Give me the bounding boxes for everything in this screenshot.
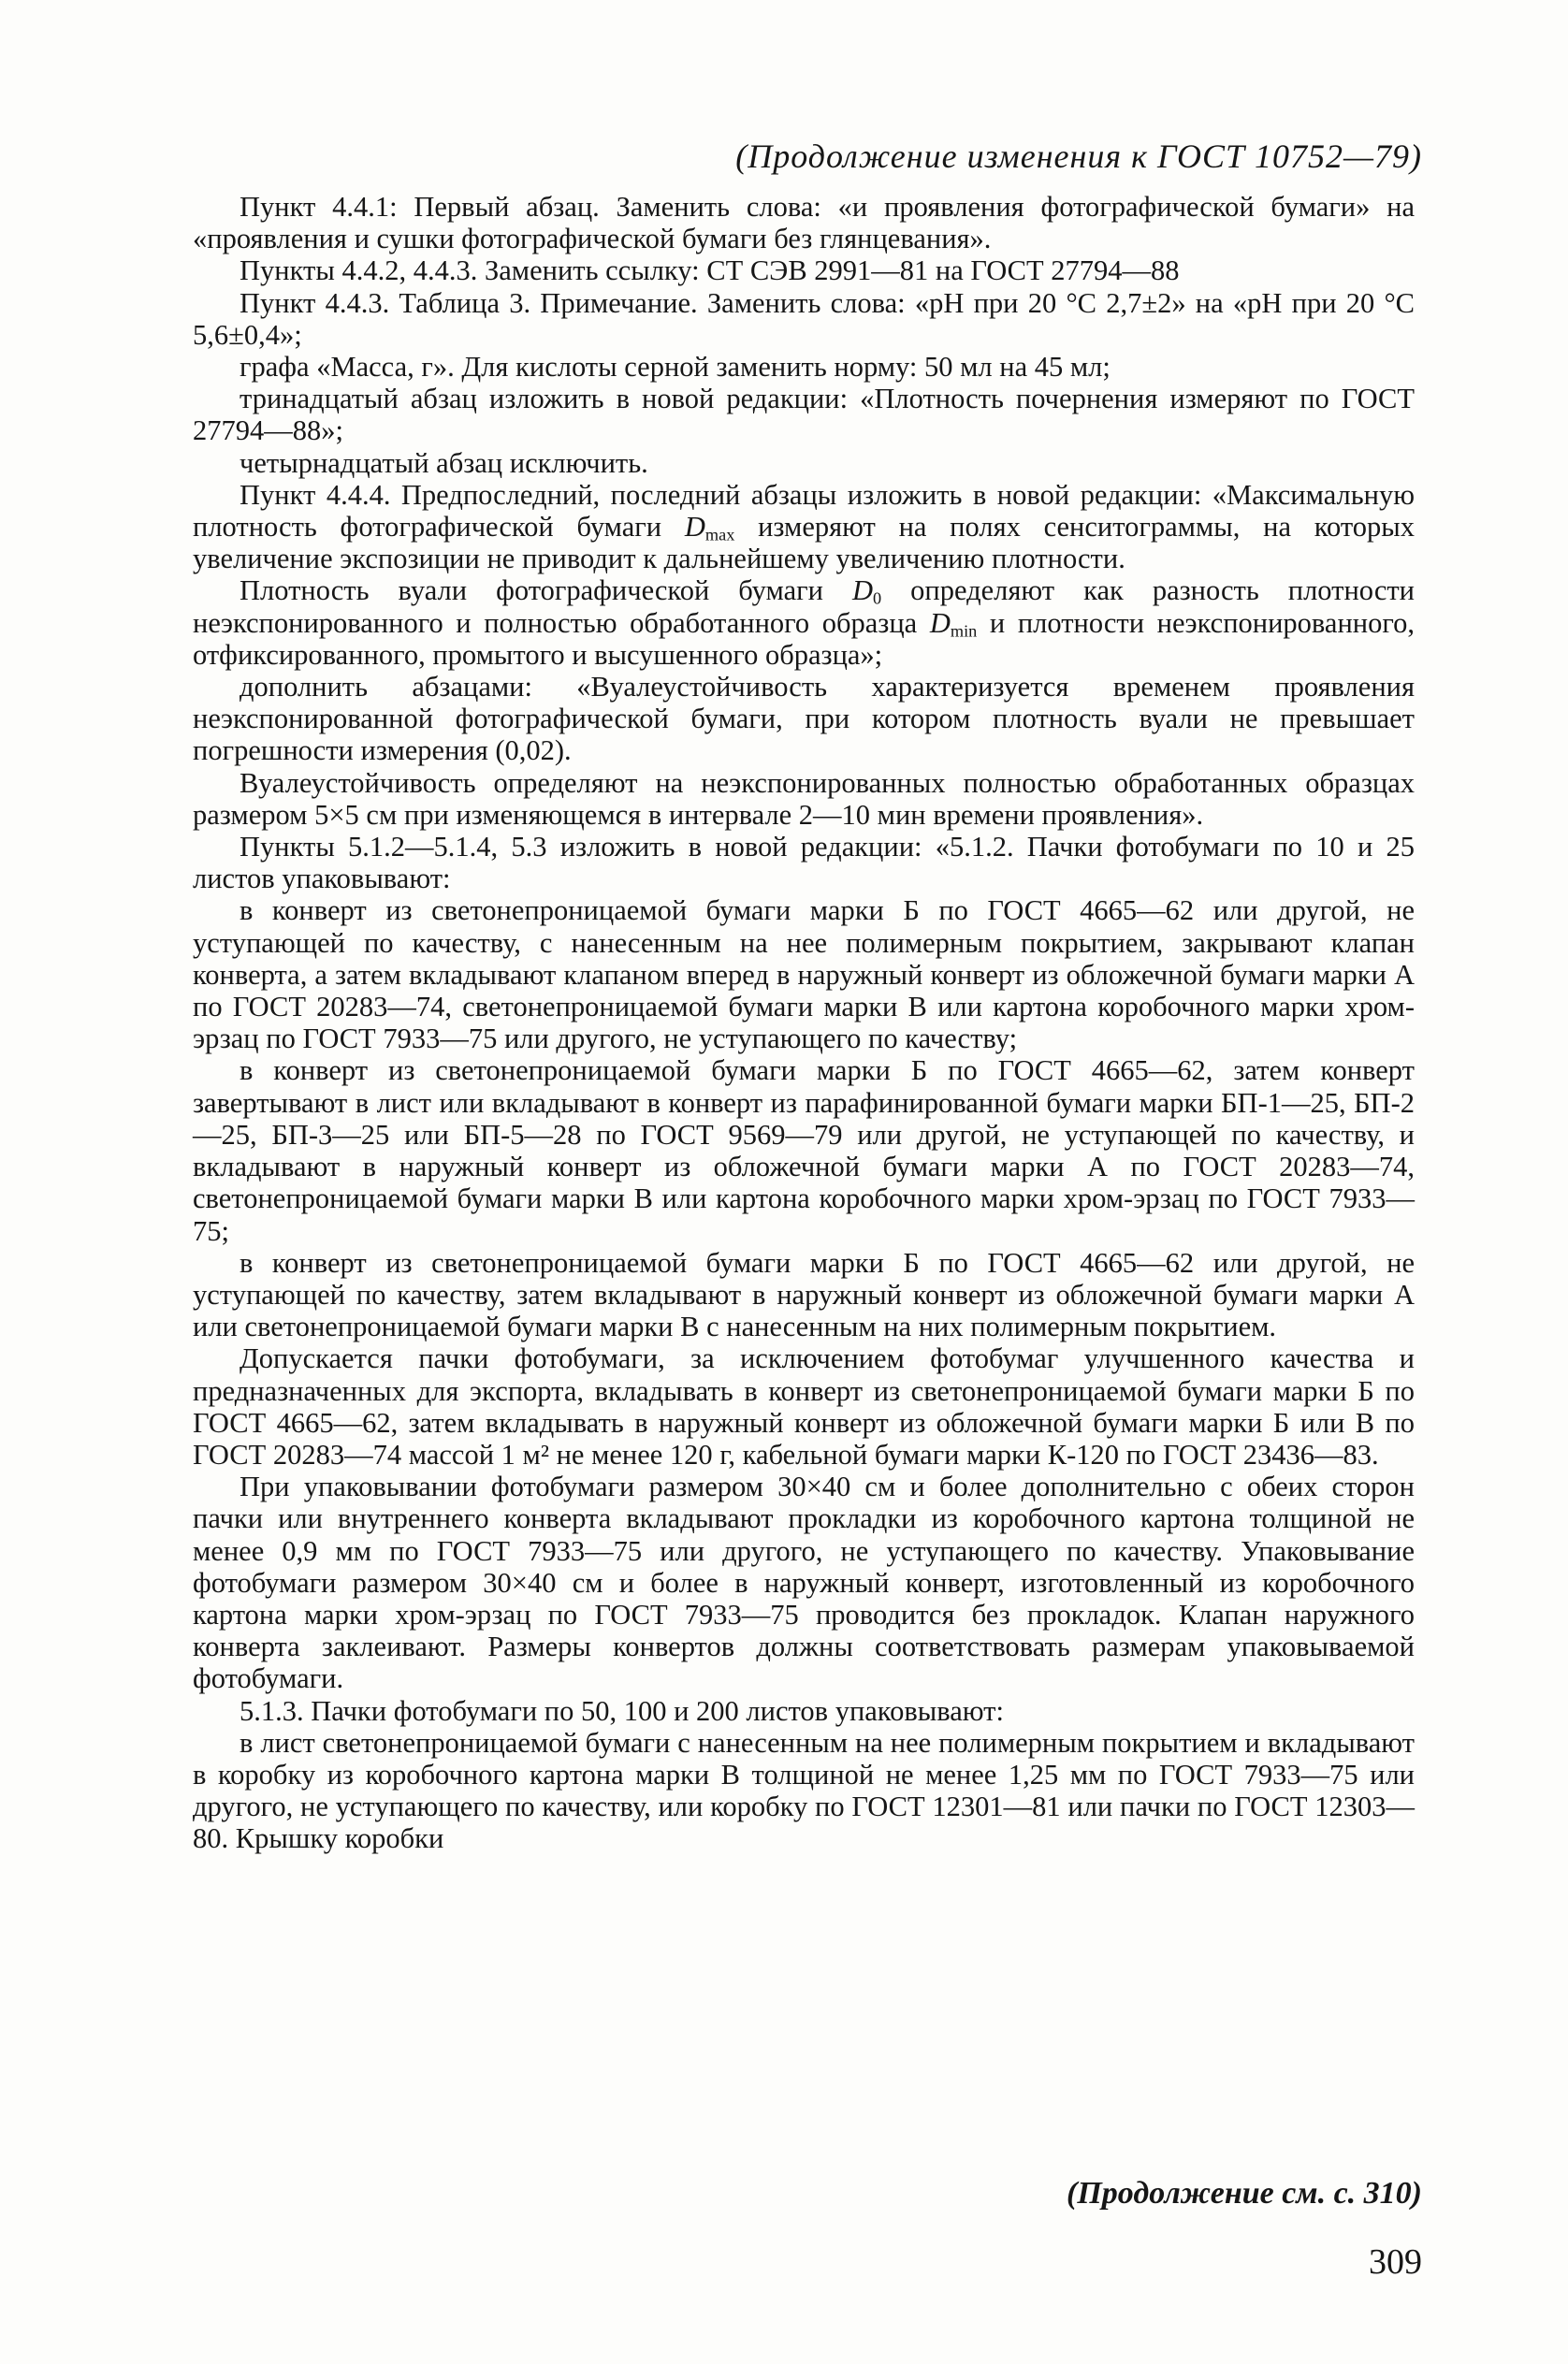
- paragraph: При упаковывании фотобумаги размером 30×40 см и более дополнительно с обеих сторон пачки или внутреннего конверта вкладывают прокладки из коробочного картона толщиной не менее 0,9 мм по ГОСТ 7933—75 или другого, не уступающего по качеству. Упаковывание фотобумаги размером 30×40 см и более в наружный конверт, изготовленный из коробочного картона марки хром-эрзац по ГОСТ 7933—75 проводится без прокладок. Клапан наружного конверта заклеивают. Размеры конвертов должны соответствовать размерам упаковываемой фотобумаги.: [193, 1471, 1415, 1695]
- paragraph: Допускается пачки фотобумаги, за исключением фотобумаг улучшенного качества и предназначенных для экспорта, вкладывать в конверт из светонепроницаемой бумаги марки Б по ГОСТ 4665—62, затем вкладывать в наружный конверт из обложечной бумаги марки Б или В по ГОСТ 20283—74 массой 1 м² не менее 120 г, кабельной бумаги марки К-120 по ГОСТ 23436—83.: [193, 1342, 1415, 1471]
- paragraph: графа «Масса, г». Для кислоты серной заменить норму: 50 мл на 45 мл;: [240, 351, 1111, 384]
- paragraph: Пункты 5.1.2—5.1.4, 5.3 изложить в новой редакции: «5.1.2. Пачки фотобумаги по 10 и 25 листов упаковывают:: [193, 831, 1415, 895]
- paragraph: Вуалеустойчивость определяют на неэкспонированных полностью обработанных образцах размером 5×5 см при изменяющемся в интервале 2—10 мин времени проявления».: [193, 766, 1415, 831]
- paragraph: в конверт из светонепроницаемой бумаги марки Б по ГОСТ 4665—62, затем конверт завертывают в лист или вкладывают в конверт из парафинированной бумаги марки БП-1—25, БП-2—25, БП-3—25 или БП-5—28 по ГОСТ 9569—79 или другой, не уступающей по качеству, и вкладывают в наружный конверт из обложечной бумаги марки А по ГОСТ 20283—74, светонепроницаемой бумаги марки В или картона коробочного марки хром-эрзац по ГОСТ 7933—75;: [193, 1054, 1415, 1247]
- page-header: (Продолжение изменения к ГОСТ 10752—79): [735, 138, 1422, 175]
- paragraph: дополнить абзацами: «Вуалеустойчивость характеризуется временем проявления неэкспонированной фотографической бумаги, при котором плотность вуали не превышает погрешности измерения (0,02).: [193, 671, 1415, 767]
- body-text: [193, 191, 1415, 1855]
- paragraph: четырнадцатый абзац исключить.: [240, 446, 648, 479]
- paragraph: в конверт из светонепроницаемой бумаги марки Б по ГОСТ 4665—62 или другой, не уступающей по качеству, затем вкладывают в наружный конверт из обложечной бумаги марки А или светонепроницаемой бумаги марки В с нанесенным на них полимерным покрытием.: [193, 1246, 1415, 1343]
- paragraph: в конверт из светонепроницаемой бумаги марки Б по ГОСТ 4665—62 или другой, не уступающей по качеству, с нанесенным на нее полимерным покрытием, закрывают клапан конверта, а затем вкладывают клапаном вперед в наружный конверт из обложечной бумаги марки А по ГОСТ 20283—74, светонепроницаемой бумаги марки В или картона коробочного марки хром-эрзац по ГОСТ 7933—75 или другого, не уступающего по качеству;: [193, 894, 1415, 1055]
- paragraph: Пункт 4.4.1: Первый абзац. Заменить слова: «и проявления фотографической бумаги» на «проявления и сушки фотографической бумаги без глянцевания».: [193, 191, 1415, 255]
- paragraph: в лист светонепроницаемой бумаги с нанесенным на нее полимерным покрытием и вкладывают в коробку из коробочного картона марки В толщиной не менее 1,25 мм по ГОСТ 7933—75 или другого, не уступающего по качеству, или коробку по ГОСТ 12301—81 или пачки по ГОСТ 12303—80. Крышку коробки: [193, 1726, 1415, 1855]
- continuation-note: (Продолжение см. с. 310): [1067, 2176, 1422, 2211]
- paragraph: Пункт 4.4.3. Таблица 3. Примечание. Заменить слова: «pH при 20 °С 2,7±2» на «pH при 20 °С 5,6±0,4»;: [193, 286, 1415, 351]
- paragraph: Пункт 4.4.4. Предпоследний, последний абзацы изложить в новой редакции: «Максимальную плотность фотографической бумаги $D_{max}$ измеряют на полях сенситограммы, на которых увеличение экспозиции не приводит к дальнейшему увеличению плотности.: [193, 478, 1415, 575]
- paragraph: Пункты 4.4.2, 4.4.3. Заменить ссылку: СТ СЭВ 2991—81 на ГОСТ 27794—88: [240, 254, 1180, 287]
- paragraph: 5.1.3. Пачки фотобумаги по 50, 100 и 200 листов упаковывают:: [240, 1694, 1004, 1727]
- page-number: 309: [1369, 2242, 1422, 2282]
- paragraph: Плотность вуали фотографической бумаги $D_0$ определяют как разность плотности неэкспонированного и полностью обработанного образца $D_{min}$ и плотности неэкспонированного, отфиксированного, промытого и высушенного образца»;: [193, 574, 1416, 671]
- paragraph: тринадцатый абзац изложить в новой редакции: «Плотность почернения измеряют по ГОСТ 27794—88»;: [193, 383, 1415, 447]
